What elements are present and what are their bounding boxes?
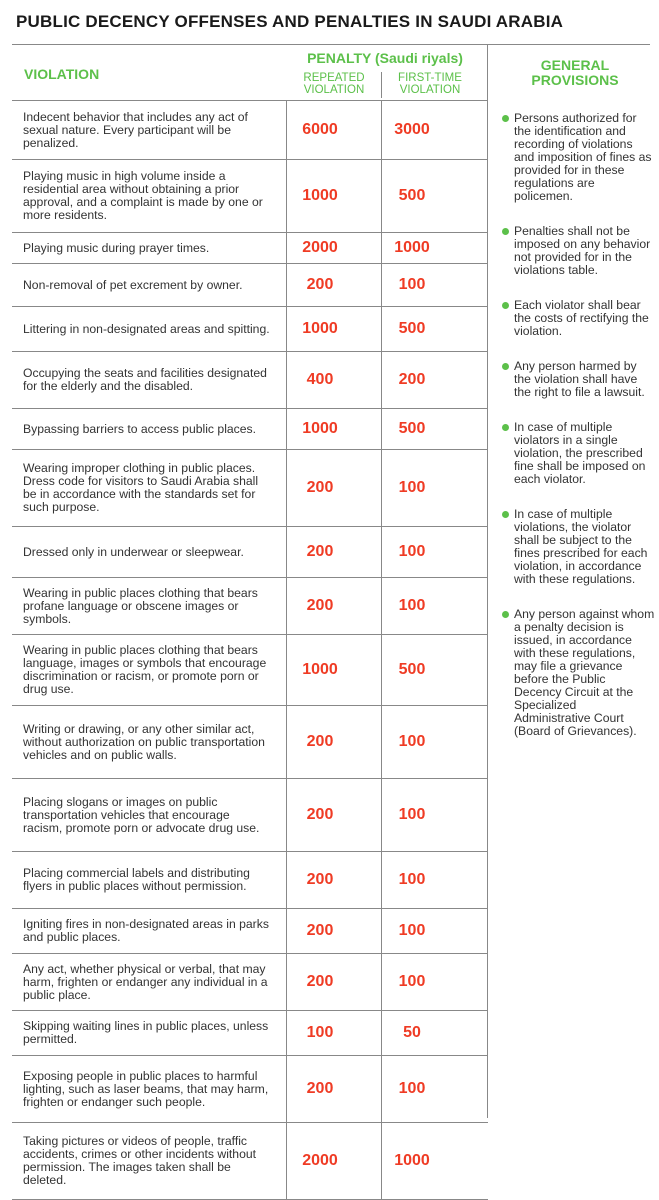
column-divider	[286, 1011, 287, 1055]
repeated-penalty: 200	[306, 1080, 334, 1097]
column-divider	[286, 160, 287, 232]
column-divider	[381, 909, 382, 953]
column-divider	[381, 450, 382, 526]
column-divider	[286, 450, 287, 526]
first-time-penalty: 500	[398, 661, 426, 678]
repeated-penalty: 1000	[302, 187, 338, 204]
first-time-penalty: 200	[398, 371, 426, 388]
first-time-violation-header: FIRST-TIME VIOLATION	[398, 72, 462, 96]
column-divider	[381, 954, 382, 1010]
column-divider	[381, 233, 382, 263]
column-divider	[286, 527, 287, 577]
column-divider	[381, 852, 382, 908]
table-row	[12, 352, 488, 409]
repeated-penalty: 200	[306, 597, 334, 614]
first-time-penalty: 1000	[394, 1152, 430, 1169]
column-divider	[286, 233, 287, 263]
page-title: PUBLIC DECENCY OFFENSES AND PENALTIES IN SAUDI ARABIA	[16, 12, 564, 31]
violation-text: Writing or drawing, or any other similar act, without authorization on public transportation vehicles and on public walls.	[23, 721, 265, 762]
violation-text: Wearing in public places clothing that bears profane language or obscene images or symbols.	[23, 585, 258, 626]
first-time-penalty: 500	[398, 420, 426, 437]
violation-text: Playing music in high volume inside a residential area without obtaining a prior approval, and a complaint is made by one or more residents.	[23, 169, 263, 222]
table-row	[12, 578, 488, 635]
table-row	[12, 450, 488, 527]
first-time-penalty: 100	[398, 733, 426, 750]
column-divider	[381, 578, 382, 634]
bullet-icon	[502, 228, 509, 235]
table-row	[12, 233, 488, 264]
repeated-penalty: 400	[306, 371, 334, 388]
bullet-icon	[502, 611, 509, 618]
first-time-penalty: 100	[398, 871, 426, 888]
provision-item	[500, 421, 655, 486]
violation-text: Any act, whether physical or verbal, that may harm, frighten or endanger any individual in a public place.	[23, 961, 268, 1002]
repeated-penalty: 2000	[302, 239, 338, 256]
table-row	[12, 1056, 488, 1123]
violation-text: Taking pictures or videos of people, traffic accidents, crimes or other incidents without permission. The images taken shall be deleted.	[23, 1134, 257, 1187]
penalty-header: PENALTY (Saudi riyals)	[307, 50, 463, 66]
provision-text: Any person harmed by the violation shall have the right to file a lawsuit.	[514, 359, 645, 399]
table-row	[12, 160, 488, 233]
header-divider	[381, 72, 382, 98]
repeated-penalty: 100	[306, 1024, 334, 1041]
table-row	[12, 779, 488, 852]
violation-text: Placing slogans or images on public transportation vehicles that encourage racism, promote porn or advocate drug use.	[23, 794, 260, 835]
table-row	[12, 1011, 488, 1056]
violation-text: Wearing in public places clothing that bears language, images or symbols that encourage discrimination or racism, or promote porn or drug use.	[23, 643, 267, 696]
table-row	[12, 852, 488, 909]
first-time-penalty: 100	[398, 1080, 426, 1097]
column-divider	[286, 1123, 287, 1199]
bullet-icon	[502, 115, 509, 122]
provision-text: Any person against whom a penalty decision is issued, in accordance with these regulations, may file a grievance before the Public Decency Circuit at the Specialized Administrative Court (Board of Grievances).	[514, 607, 655, 738]
provision-item	[500, 508, 655, 586]
provision-text: Each violator shall bear the costs of rectifying the violation.	[514, 298, 649, 338]
column-divider	[381, 706, 382, 778]
provision-text: In case of multiple violations, the violator shall be subject to the fines prescribed for each violation, in accordance with these regulations.	[514, 507, 648, 586]
bullet-icon	[502, 363, 509, 370]
table-row	[12, 307, 488, 352]
column-divider	[286, 852, 287, 908]
column-divider	[286, 779, 287, 851]
violation-text: Non-removal of pet excrement by owner.	[23, 277, 243, 292]
column-divider	[286, 635, 287, 705]
provision-text: In case of multiple violators in a single violation, the prescribed fine shall be imposed on each violator.	[514, 420, 646, 486]
repeated-penalty: 200	[306, 733, 334, 750]
violation-text: Placing commercial labels and distributing flyers in public places without permission.	[23, 866, 250, 893]
column-divider	[381, 307, 382, 351]
first-time-penalty: 100	[398, 806, 426, 823]
column-divider	[286, 307, 287, 351]
table-row	[12, 635, 488, 706]
provision-item	[500, 608, 655, 738]
repeated-penalty: 200	[306, 276, 334, 293]
column-divider	[286, 578, 287, 634]
column-divider	[381, 1056, 382, 1122]
provision-item	[500, 360, 655, 399]
column-divider	[286, 1056, 287, 1122]
repeated-penalty: 1000	[302, 661, 338, 678]
column-divider	[381, 409, 382, 449]
column-divider	[286, 352, 287, 408]
violation-text: Bypassing barriers to access public places.	[23, 421, 257, 436]
table-row	[12, 954, 488, 1011]
repeated-penalty: 200	[306, 479, 334, 496]
repeated-penalty: 1000	[302, 320, 338, 337]
first-time-penalty: 1000	[394, 239, 430, 256]
violation-text: Dressed only in underwear or sleepwear.	[23, 544, 244, 559]
table-row	[12, 706, 488, 779]
violation-text: Playing music during prayer times.	[23, 240, 210, 255]
repeated-penalty: 200	[306, 973, 334, 990]
column-divider	[381, 527, 382, 577]
column-divider	[381, 264, 382, 306]
table-row	[12, 101, 488, 160]
provision-text: Penalties shall not be imposed on any behavior not provided for in the violations table.	[514, 224, 651, 277]
violation-text: Igniting fires in non-designated areas in parks and public places.	[23, 917, 269, 944]
column-divider	[286, 909, 287, 953]
bullet-icon	[502, 511, 509, 518]
repeated-penalty: 200	[306, 922, 334, 939]
repeated-penalty: 200	[306, 806, 334, 823]
violation-text: Skipping waiting lines in public places, unless permitted.	[23, 1019, 269, 1046]
table-row	[12, 909, 488, 954]
column-divider	[381, 160, 382, 232]
first-time-penalty: 500	[398, 187, 426, 204]
top-rule	[12, 44, 650, 45]
column-divider	[381, 1011, 382, 1055]
violations-table	[12, 101, 488, 1200]
repeated-penalty: 1000	[302, 420, 338, 437]
first-time-penalty: 100	[398, 479, 426, 496]
column-divider	[286, 706, 287, 778]
violation-text: Occupying the seats and facilities designated for the elderly and the disabled.	[23, 366, 267, 393]
violation-text: Littering in non-designated areas and spitting.	[23, 321, 270, 336]
bullet-icon	[502, 424, 509, 431]
first-time-penalty: 100	[398, 276, 426, 293]
column-divider	[286, 264, 287, 306]
column-divider	[381, 352, 382, 408]
column-divider	[381, 101, 382, 159]
general-provisions-list	[500, 112, 655, 738]
repeated-penalty: 200	[306, 543, 334, 560]
table-row	[12, 409, 488, 450]
column-divider	[286, 954, 287, 1010]
repeated-penalty: 2000	[302, 1152, 338, 1169]
violation-text: Indecent behavior that includes any act of sexual nature. Every participant will be penalized.	[23, 109, 248, 150]
column-divider	[286, 101, 287, 159]
repeated-penalty: 200	[306, 871, 334, 888]
first-time-penalty: 3000	[394, 121, 430, 138]
violation-text: Exposing people in public places to harmful lighting, such as laser beams, that may harm, frighten or endanger such people.	[23, 1068, 269, 1109]
first-time-penalty: 500	[398, 320, 426, 337]
first-time-penalty: 100	[398, 597, 426, 614]
first-time-penalty: 50	[403, 1024, 421, 1041]
repeated-penalty: 6000	[302, 121, 338, 138]
column-divider	[286, 409, 287, 449]
provision-text: Persons authorized for the identification and recording of violations and imposition of fines as provided for in these regulations are policemen.	[514, 111, 652, 203]
bullet-icon	[502, 302, 509, 309]
violation-text: Wearing improper clothing in public places. Dress code for visitors to Saudi Arabia shall be in accordance with the standards set for such purpose.	[23, 461, 259, 514]
repeated-violation-header: REPEATED VIOLATION	[303, 72, 365, 96]
general-provisions-header: GENERAL PROVISIONS	[531, 57, 619, 88]
provision-item	[500, 299, 655, 338]
table-row	[12, 1123, 488, 1200]
column-divider	[381, 779, 382, 851]
first-time-penalty: 100	[398, 543, 426, 560]
provision-item	[500, 225, 655, 277]
first-time-penalty: 100	[398, 922, 426, 939]
first-time-penalty: 100	[398, 973, 426, 990]
table-row	[12, 527, 488, 578]
column-divider	[381, 1123, 382, 1199]
column-divider	[381, 635, 382, 705]
table-row	[12, 264, 488, 307]
provision-item	[500, 112, 655, 203]
violation-header: VIOLATION	[24, 66, 100, 82]
